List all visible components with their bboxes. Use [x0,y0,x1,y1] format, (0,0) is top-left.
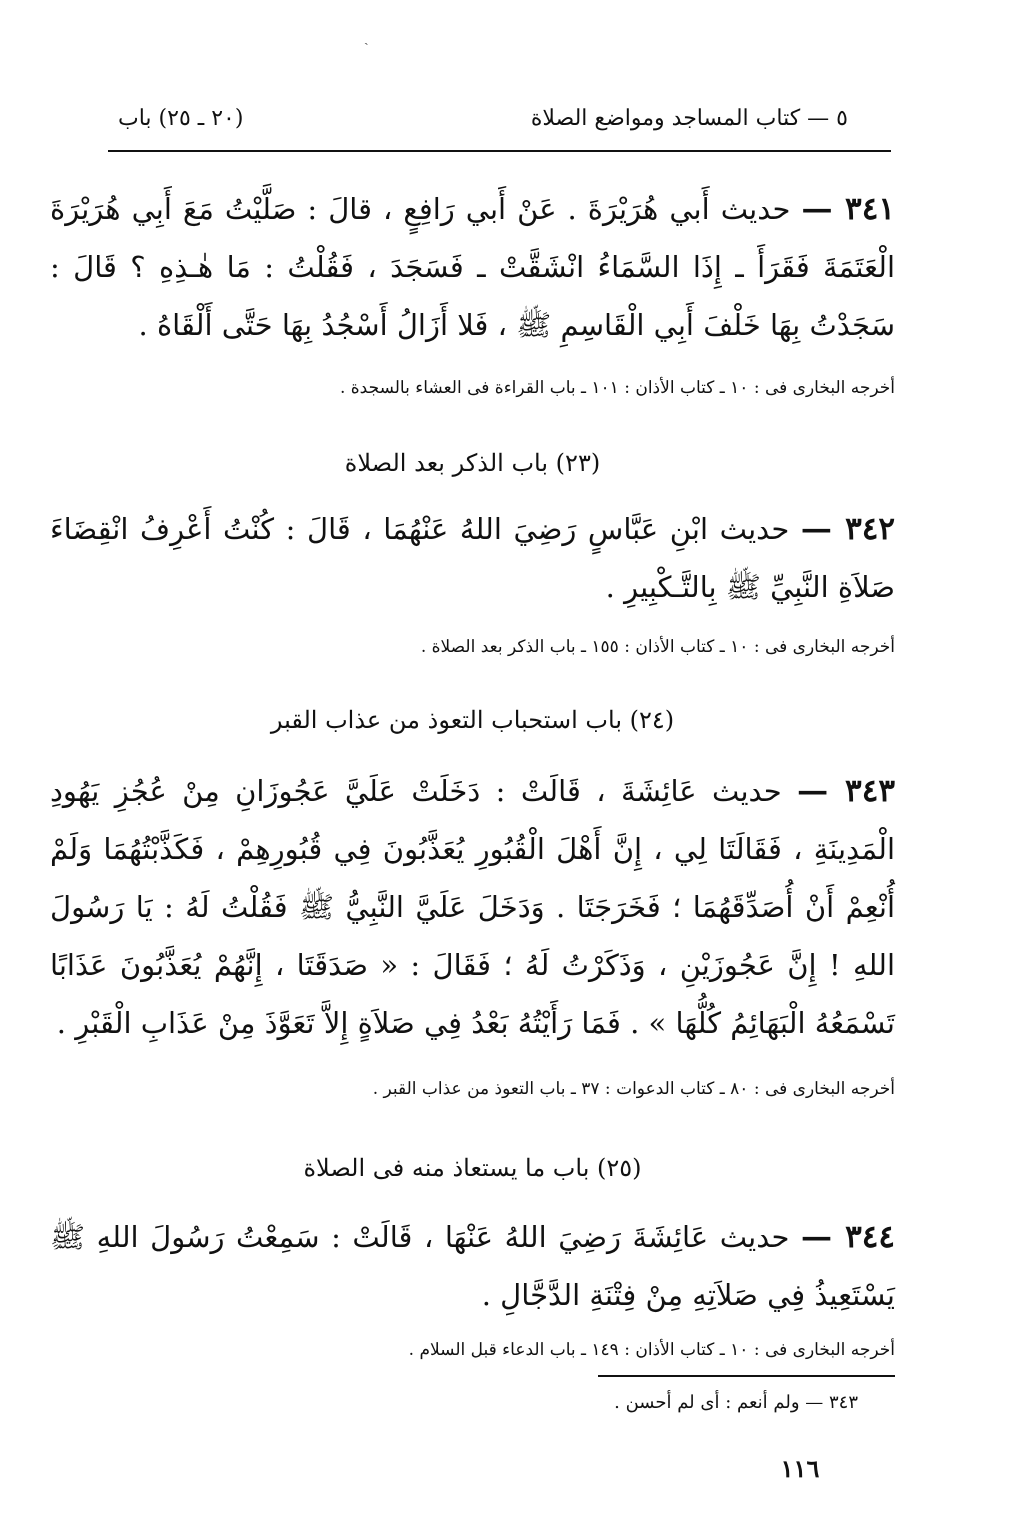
footnote: ٣٤٣ — ولم أنعم : أى لم أحسن . [614,1392,858,1413]
hadith-text: حديث أَبي هُرَيْرَةَ . عَنْ أَبي رَافِعٍ ، قالَ : صَلَّيْتُ مَعَ أَبِي هُرَيْرَةَ الْعَتَمَةَ فَقَرَأَ ـ إِذَا السَّمَاءُ انْشَقَّتْ ـ فَسَجَدَ ، فَقُلْتُ : مَا هٰـذِهِ ؟ قَالَ : سَجَدْتُ بِهَا خَلْفَ أَبِي الْقَاسِمِ ﷺ ، فَلا أَزَالُ أَسْجُدُ بِهَا حَتَّى أَلْقَاهُ . [50,192,895,342]
footnote-rule [598,1375,895,1377]
hadith-number: ٣٤٤ — [800,1219,896,1255]
hadith-text: حديث ابْنِ عَبَّاسٍ رَضِيَ اللهُ عَنْهُمَا ، قَالَ : كُنْتُ أَعْرِفُ انْقِضَاءَ صَلاَةِ النَّبِيِّ ﷺ بِالتَّـكْبِيرِ . [50,512,895,604]
chapter-heading: (٢٤) باب استحباب التعوذ من عذاب القبر [270,706,675,734]
hadith-343 [50,762,895,1052]
hadith-number: ٣٤٣ — [797,773,895,809]
page-number: ١١٦ [780,1454,820,1483]
chapter-heading: (٢٥) باب ما يستعاذ منه فى الصلاة [303,1154,642,1182]
hadith-number: ٣٤٢ — [800,511,896,547]
hadith-number: ٣٤١ — [801,191,895,227]
chapter-heading: (٢٣) باب الذكر بعد الصلاة [344,449,601,477]
hadith-source: أخرجه البخارى فى : ١٠ ـ كتاب الأذان : ١٤٩ ـ باب الدعاء قبل السلام . [408,1340,895,1360]
running-header [118,98,848,138]
hadith-source: أخرجه البخارى فى : ١٠ ـ كتاب الأذان : ١٥٥ ـ باب الذكر بعد الصلاة . [420,637,895,657]
section-range: (٢٠ ـ ٢٥) باب [118,105,244,131]
hadith-344 [50,1208,895,1324]
chapter-title: ٥ — كتاب المساجد ومواضع الصلاة [530,105,848,131]
hadith-text: حديث عَائِشَةَ ، قَالَتْ : دَخَلَتْ عَلَيَّ عَجُوزَانِ مِنْ عُجُزِ يَهُودِ الْمَدِينَةِ ، فَقَالَتَا لِي ، إِنَّ أَهْلَ الْقُبُورِ يُعَذَّبُونَ فِي قُبُورِهِمْ ، فَكَذَّبْتُهُمَا وَلَمْ أُنْعِمْ أَنْ أُصَدِّقَهُمَا ؛ فَخَرَجَتَا . وَدَخَلَ عَلَيَّ النَّبِيُّ ﷺ فَقُلْتُ لَهُ : يَا رَسُولَ اللهِ ! إِنَّ عَجُوزَيْنِ ، وَذَكَرْتُ لَهُ ؛ فَقَالَ : « صَدَقَتَا ، إِنَّهُمْ يُعَذَّبُونَ عَذَابًا تَسْمَعُهُ الْبَهَائِمُ كُلُّهَا » . فَمَا رَأَيْتُهُ بَعْدُ فِي صَلاَةٍ إِلاَّ تَعَوَّذَ مِنْ عَذَابِ الْقَبْرِ . [50,774,895,1040]
hadith-source: أخرجه البخارى فى : ١٠ ـ كتاب الأذان : ١٠١ ـ باب القراءة فى العشاء بالسجدة . [339,378,895,398]
scan-mark: ˎ [364,30,369,46]
hadith-341 [50,180,895,354]
hadith-text: حديث عَائِشَةَ رَضِيَ اللهُ عَنْهَا ، قَالَتْ : سَمِعْتُ رَسُولَ اللهِ ﷺ يَسْتَعِيذُ فِي صَلاَتِهِ مِنْ فِتْنَةِ الدَّجَّالِ . [50,1220,895,1312]
hadith-342 [50,500,895,616]
hadith-source: أخرجه البخارى فى : ٨٠ ـ كتاب الدعوات : ٣٧ ـ باب التعوذ من عذاب القبر . [372,1079,895,1099]
header-rule [108,150,891,152]
